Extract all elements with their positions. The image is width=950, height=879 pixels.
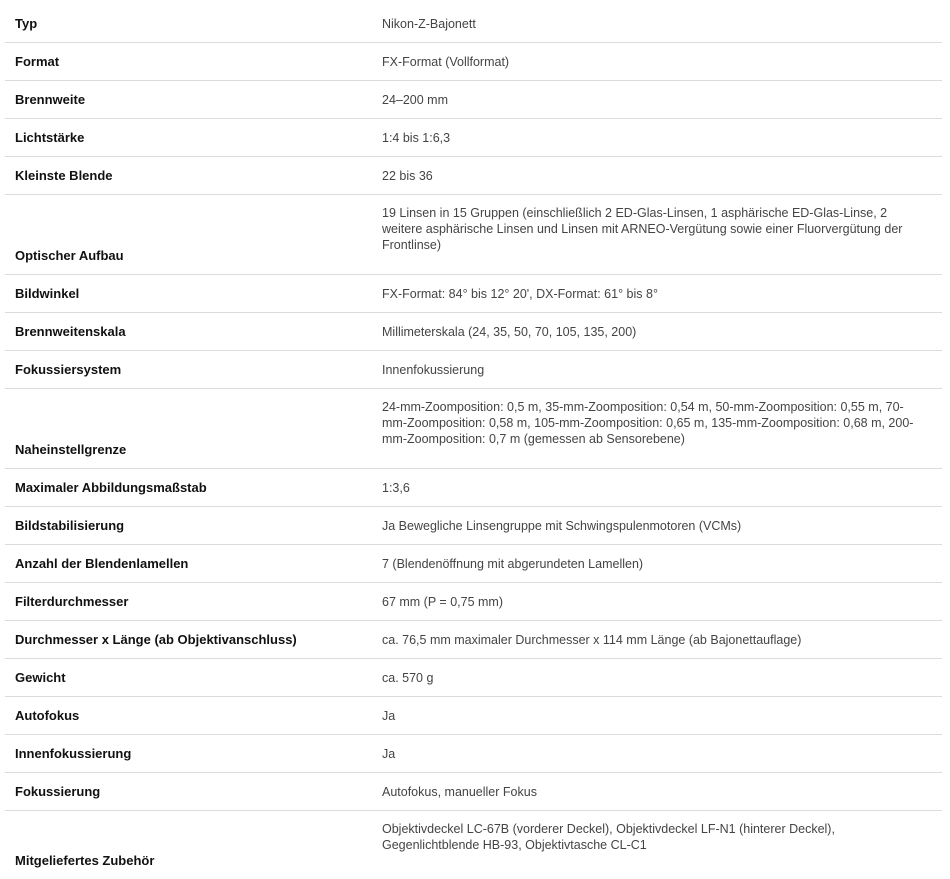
spec-value: Objektivdeckel LC-67B (vorderer Deckel), Objektivdeckel LF-N1 (hinterer Deckel), Gegenlichtblende HB-93, Objektivtasche CL-C1 <box>382 811 942 879</box>
spec-label: Kleinste Blende <box>5 157 382 195</box>
spec-row-fokussiersystem <box>5 351 942 389</box>
spec-label: Maximaler Abbildungsmaßstab <box>5 469 382 507</box>
spec-value: 7 (Blendenöffnung mit abgerundeten Lamellen) <box>382 545 942 583</box>
spec-label: Bildwinkel <box>5 275 382 313</box>
spec-label: Brennweitenskala <box>5 313 382 351</box>
spec-label: Gewicht <box>5 659 382 697</box>
spec-row-format <box>5 43 942 81</box>
spec-value: 67 mm (P = 0,75 mm) <box>382 583 942 621</box>
spec-row-bildstabilisierung <box>5 507 942 545</box>
spec-label: Fokussierung <box>5 773 382 811</box>
spec-value: ca. 570 g <box>382 659 942 697</box>
spec-value: Innenfokussierung <box>382 351 942 389</box>
spec-value: Millimeterskala (24, 35, 50, 70, 105, 135, 200) <box>382 313 942 351</box>
spec-table <box>5 5 942 879</box>
spec-value: 1:4 bis 1:6,3 <box>382 119 942 157</box>
spec-value: Ja <box>382 697 942 735</box>
spec-label: Innenfokussierung <box>5 735 382 773</box>
spec-row-abbildungsmassstab <box>5 469 942 507</box>
spec-value: 24–200 mm <box>382 81 942 119</box>
spec-row-durchmesser-laenge <box>5 621 942 659</box>
spec-value: FX-Format: 84° bis 12° 20', DX-Format: 61° bis 8° <box>382 275 942 313</box>
spec-label: Fokussiersystem <box>5 351 382 389</box>
spec-row-brennweite <box>5 81 942 119</box>
spec-value: FX-Format (Vollformat) <box>382 43 942 81</box>
spec-label: Typ <box>5 5 382 43</box>
spec-value: 19 Linsen in 15 Gruppen (einschließlich 2 ED-Glas-Linsen, 1 asphärische ED-Glas-Linse, 2 weitere asphärische Linsen und Linsen mit ARNEO-Vergütung sowie einer Fluorvergütung der Frontlinse) <box>382 195 942 275</box>
spec-value: 22 bis 36 <box>382 157 942 195</box>
spec-label: Bildstabilisierung <box>5 507 382 545</box>
spec-label: Naheinstellgrenze <box>5 389 382 469</box>
spec-label: Lichtstärke <box>5 119 382 157</box>
spec-row-blendenlamellen <box>5 545 942 583</box>
spec-row-typ <box>5 5 942 43</box>
spec-label: Autofokus <box>5 697 382 735</box>
spec-row-lichtstaerke <box>5 119 942 157</box>
spec-row-innenfokussierung <box>5 735 942 773</box>
spec-row-naheinstellgrenze <box>5 389 942 469</box>
spec-row-kleinste-blende <box>5 157 942 195</box>
spec-label: Brennweite <box>5 81 382 119</box>
spec-value: 1:3,6 <box>382 469 942 507</box>
spec-value: Ja Bewegliche Linsengruppe mit Schwingspulenmotoren (VCMs) <box>382 507 942 545</box>
spec-row-fokussierung <box>5 773 942 811</box>
spec-value: Nikon-Z-Bajonett <box>382 5 942 43</box>
spec-label: Durchmesser x Länge (ab Objektivanschluss) <box>5 621 382 659</box>
spec-row-bildwinkel <box>5 275 942 313</box>
spec-value: ca. 76,5 mm maximaler Durchmesser x 114 mm Länge (ab Bajonettauflage) <box>382 621 942 659</box>
spec-row-brennweitenskala <box>5 313 942 351</box>
spec-label: Format <box>5 43 382 81</box>
spec-value: 24-mm-Zoomposition: 0,5 m, 35-mm-Zoomposition: 0,54 m, 50-mm-Zoomposition: 0,55 m, 70-mm-Zoomposition: 0,58 m, 105-mm-Zoomposition: 0,65 m, 135-mm-Zoomposition: 0,68 m, 200-mm-Zoomposition: 0,7 m (gemessen ab Sensorebene) <box>382 389 942 469</box>
spec-label: Optischer Aufbau <box>5 195 382 275</box>
spec-row-autofokus <box>5 697 942 735</box>
spec-row-gewicht <box>5 659 942 697</box>
spec-label: Filterdurchmesser <box>5 583 382 621</box>
spec-value: Autofokus, manueller Fokus <box>382 773 942 811</box>
spec-label: Anzahl der Blendenlamellen <box>5 545 382 583</box>
spec-row-zubehoer <box>5 811 942 879</box>
spec-value: Ja <box>382 735 942 773</box>
spec-label: Mitgeliefertes Zubehör <box>5 811 382 879</box>
spec-row-filterdurchmesser <box>5 583 942 621</box>
spec-row-optischer-aufbau <box>5 195 942 275</box>
